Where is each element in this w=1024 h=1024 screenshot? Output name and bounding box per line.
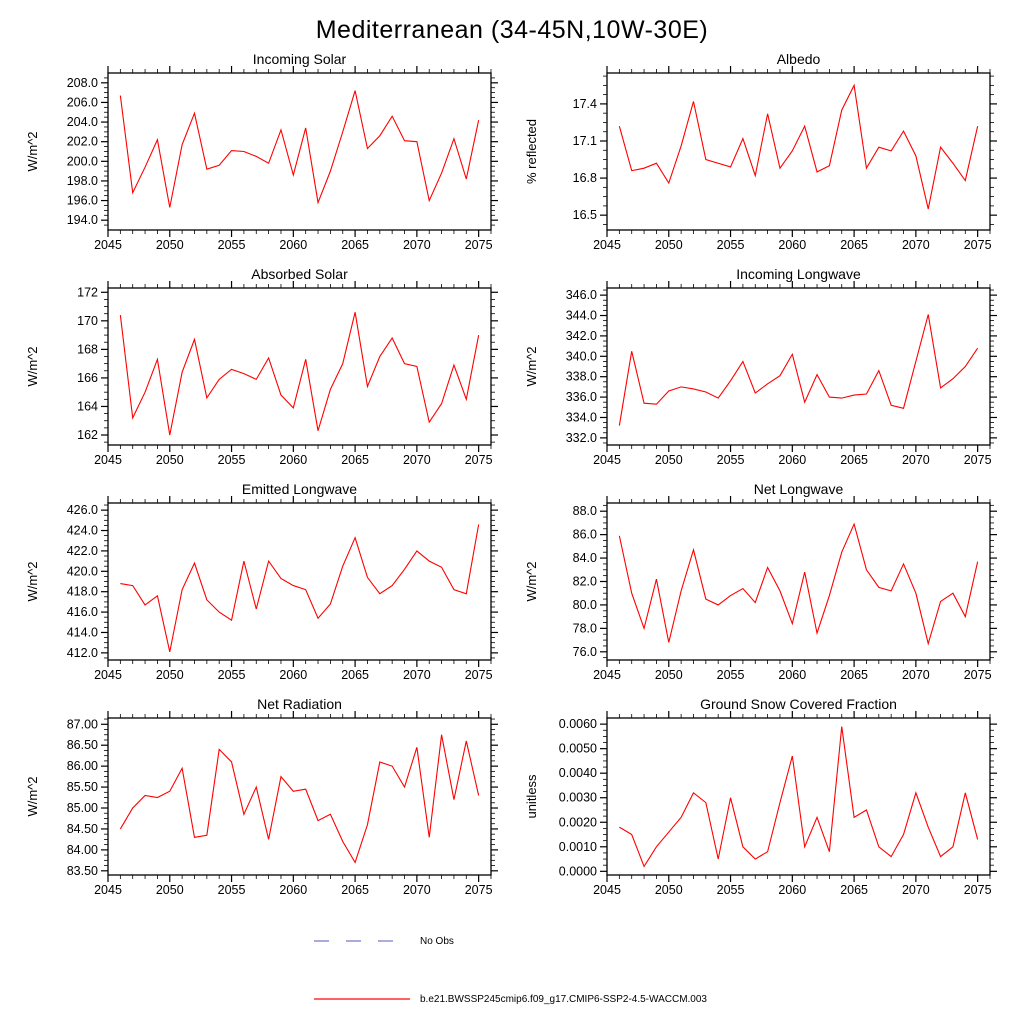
x-tick-label: 2075 bbox=[464, 453, 493, 467]
y-tick-label: 16.5 bbox=[572, 208, 597, 223]
plot-frame bbox=[108, 288, 491, 445]
x-tick-label: 2070 bbox=[402, 883, 431, 897]
y-tick-label: 336.0 bbox=[565, 390, 597, 405]
y-tick-label: 196.0 bbox=[66, 193, 98, 208]
y-tick-label: 83.50 bbox=[66, 863, 98, 878]
x-tick-label: 2065 bbox=[840, 238, 869, 252]
subplot-title: Net Radiation bbox=[257, 696, 342, 712]
y-tick-label: 200.0 bbox=[66, 154, 98, 169]
chart-incoming-longwave bbox=[519, 264, 1004, 479]
x-tick-label: 2050 bbox=[654, 453, 683, 467]
y-tick-label: 202.0 bbox=[66, 134, 98, 149]
x-tick-label: 2055 bbox=[716, 238, 745, 252]
x-tick-label: 2075 bbox=[464, 883, 493, 897]
x-tick-label: 2045 bbox=[94, 453, 122, 467]
y-tick-label: 342.0 bbox=[565, 328, 597, 343]
legend-item-model-run bbox=[312, 993, 1024, 1005]
y-tick-label: 85.00 bbox=[66, 801, 98, 816]
plot-frame bbox=[108, 718, 491, 875]
y-tick-label: 346.0 bbox=[565, 288, 597, 303]
y-tick-label: 420.0 bbox=[66, 564, 98, 579]
x-tick-label: 2070 bbox=[402, 668, 431, 682]
x-tick-label: 2045 bbox=[593, 238, 621, 252]
y-tick-label: 0.0000 bbox=[558, 864, 597, 879]
x-tick-label: 2050 bbox=[155, 238, 184, 252]
y-axis-label: W/m^2 bbox=[25, 131, 40, 172]
x-tick-label: 2065 bbox=[341, 883, 370, 897]
y-axis-label: W/m^2 bbox=[524, 561, 539, 602]
y-tick-label: 17.4 bbox=[572, 96, 597, 111]
y-axis-label: W/m^2 bbox=[25, 776, 40, 817]
x-tick-label: 2050 bbox=[654, 238, 683, 252]
x-tick-label: 2045 bbox=[593, 453, 621, 467]
x-tick-label: 2055 bbox=[716, 453, 745, 467]
chart-grid bbox=[0, 49, 1024, 909]
y-axis-label: % reflected bbox=[524, 118, 539, 185]
x-tick-label: 2045 bbox=[593, 668, 621, 682]
y-tick-label: 78.0 bbox=[572, 621, 597, 636]
x-tick-label: 2050 bbox=[654, 668, 683, 682]
x-tick-label: 2070 bbox=[402, 238, 431, 252]
y-tick-label: 172 bbox=[77, 285, 98, 300]
x-tick-label: 2060 bbox=[279, 668, 308, 682]
y-tick-label: 344.0 bbox=[565, 308, 597, 323]
subplot-title: Net Longwave bbox=[753, 481, 844, 497]
y-tick-label: 86.00 bbox=[66, 759, 98, 774]
y-tick-label: 424.0 bbox=[66, 523, 98, 538]
y-axis-label: W/m^2 bbox=[524, 346, 539, 387]
y-tick-label: 208.0 bbox=[66, 75, 98, 90]
x-tick-label: 2060 bbox=[279, 453, 308, 467]
y-tick-label: 0.0010 bbox=[558, 839, 597, 854]
series-line bbox=[120, 735, 478, 863]
x-tick-label: 2070 bbox=[901, 453, 930, 467]
y-tick-label: 17.1 bbox=[572, 133, 597, 148]
y-tick-label: 0.0030 bbox=[558, 790, 597, 805]
x-tick-label: 2075 bbox=[963, 453, 992, 467]
y-tick-label: 87.00 bbox=[66, 717, 98, 732]
legend-label-model-run: b.e21.BWSSP245cmip6.f09_g17.CMIP6-SSP2-4.5-WACCM.003 bbox=[420, 993, 707, 1005]
y-tick-label: 168 bbox=[77, 342, 98, 357]
plot-frame bbox=[607, 503, 990, 660]
subplot-title: Albedo bbox=[776, 51, 821, 67]
chart-net-radiation bbox=[20, 694, 505, 909]
x-tick-label: 2055 bbox=[716, 883, 745, 897]
series-line bbox=[120, 91, 478, 208]
y-tick-label: 16.8 bbox=[572, 171, 597, 186]
x-tick-label: 2070 bbox=[901, 883, 930, 897]
x-tick-label: 2060 bbox=[279, 883, 308, 897]
y-tick-label: 76.0 bbox=[572, 644, 597, 659]
y-tick-label: 198.0 bbox=[66, 173, 98, 188]
x-tick-label: 2050 bbox=[155, 453, 184, 467]
chart-emitted-longwave bbox=[20, 479, 505, 694]
x-tick-label: 2060 bbox=[778, 883, 807, 897]
series-line bbox=[120, 312, 478, 435]
y-tick-label: 80.0 bbox=[572, 597, 597, 612]
x-tick-label: 2055 bbox=[716, 668, 745, 682]
y-tick-label: 418.0 bbox=[66, 584, 98, 599]
y-tick-label: 204.0 bbox=[66, 115, 98, 130]
chart-albedo bbox=[519, 49, 1004, 264]
subplot-title: Incoming Longwave bbox=[736, 266, 861, 282]
y-tick-label: 426.0 bbox=[66, 503, 98, 518]
y-tick-label: 206.0 bbox=[66, 95, 98, 110]
y-tick-label: 414.0 bbox=[66, 625, 98, 640]
x-tick-label: 2060 bbox=[279, 238, 308, 252]
legend-item-no-obs bbox=[312, 935, 1024, 947]
y-tick-label: 86.50 bbox=[66, 738, 98, 753]
x-tick-label: 2050 bbox=[155, 883, 184, 897]
y-tick-label: 338.0 bbox=[565, 369, 597, 384]
x-tick-label: 2065 bbox=[341, 668, 370, 682]
chart-net-longwave bbox=[519, 479, 1004, 694]
series-line bbox=[619, 524, 977, 644]
series-line bbox=[619, 315, 977, 426]
x-tick-label: 2055 bbox=[217, 238, 246, 252]
y-tick-label: 162 bbox=[77, 428, 98, 443]
x-tick-label: 2070 bbox=[901, 238, 930, 252]
plot-frame bbox=[607, 288, 990, 445]
y-tick-label: 412.0 bbox=[66, 645, 98, 660]
y-tick-label: 416.0 bbox=[66, 605, 98, 620]
series-line bbox=[619, 85, 977, 209]
legend-label-no-obs: No Obs bbox=[420, 935, 454, 947]
x-tick-label: 2050 bbox=[654, 883, 683, 897]
x-tick-label: 2065 bbox=[840, 883, 869, 897]
y-tick-label: 170 bbox=[77, 313, 98, 328]
subplot-title: Emitted Longwave bbox=[241, 481, 358, 497]
x-tick-label: 2065 bbox=[840, 453, 869, 467]
subplot-title: Incoming Solar bbox=[252, 51, 347, 67]
y-tick-label: 194.0 bbox=[66, 213, 98, 228]
x-tick-label: 2055 bbox=[217, 883, 246, 897]
y-tick-label: 0.0040 bbox=[558, 766, 597, 781]
chart-ground-snow-covered-fraction bbox=[519, 694, 1004, 909]
x-tick-label: 2060 bbox=[778, 453, 807, 467]
x-tick-label: 2070 bbox=[402, 453, 431, 467]
y-tick-label: 0.0050 bbox=[558, 741, 597, 756]
x-tick-label: 2075 bbox=[963, 238, 992, 252]
x-tick-label: 2065 bbox=[341, 238, 370, 252]
x-tick-label: 2075 bbox=[464, 668, 493, 682]
plot-frame bbox=[607, 73, 990, 230]
chart-incoming-solar bbox=[20, 49, 505, 264]
x-tick-label: 2060 bbox=[778, 238, 807, 252]
plot-frame bbox=[607, 718, 990, 875]
x-tick-label: 2065 bbox=[840, 668, 869, 682]
page-title: Mediterranean (34-45N,10W-30E) bbox=[315, 16, 709, 44]
subplot-title: Ground Snow Covered Fraction bbox=[700, 696, 897, 712]
y-tick-label: 332.0 bbox=[565, 430, 597, 445]
x-tick-label: 2070 bbox=[901, 668, 930, 682]
y-tick-label: 422.0 bbox=[66, 543, 98, 558]
y-tick-label: 86.0 bbox=[572, 527, 597, 542]
series-line bbox=[619, 727, 977, 867]
series-line bbox=[120, 524, 478, 651]
y-tick-label: 84.50 bbox=[66, 821, 98, 836]
legend bbox=[312, 935, 1024, 1005]
y-tick-label: 340.0 bbox=[565, 349, 597, 364]
y-tick-label: 0.0020 bbox=[558, 815, 597, 830]
chart-absorbed-solar bbox=[20, 264, 505, 479]
x-tick-label: 2075 bbox=[464, 238, 493, 252]
x-tick-label: 2055 bbox=[217, 668, 246, 682]
model-line-sample bbox=[312, 994, 412, 1004]
y-tick-label: 84.00 bbox=[66, 842, 98, 857]
x-tick-label: 2050 bbox=[155, 668, 184, 682]
y-tick-label: 164 bbox=[77, 399, 98, 414]
x-tick-label: 2075 bbox=[963, 668, 992, 682]
y-tick-label: 82.0 bbox=[572, 574, 597, 589]
x-tick-label: 2055 bbox=[217, 453, 246, 467]
y-tick-label: 88.0 bbox=[572, 504, 597, 519]
y-tick-label: 85.50 bbox=[66, 780, 98, 795]
y-tick-label: 334.0 bbox=[565, 410, 597, 425]
y-tick-label: 84.0 bbox=[572, 551, 597, 566]
x-tick-label: 2045 bbox=[94, 883, 122, 897]
y-tick-label: 0.0060 bbox=[558, 717, 597, 732]
x-tick-label: 2045 bbox=[94, 238, 122, 252]
x-tick-label: 2045 bbox=[593, 883, 621, 897]
x-tick-label: 2060 bbox=[778, 668, 807, 682]
y-axis-label: W/m^2 bbox=[25, 346, 40, 387]
x-tick-label: 2065 bbox=[341, 453, 370, 467]
y-axis-label: W/m^2 bbox=[25, 561, 40, 602]
x-tick-label: 2075 bbox=[963, 883, 992, 897]
x-tick-label: 2045 bbox=[94, 668, 122, 682]
y-tick-label: 166 bbox=[77, 370, 98, 385]
y-axis-label: unitless bbox=[524, 774, 539, 819]
no-obs-line-sample bbox=[312, 936, 412, 946]
plot-frame bbox=[108, 503, 491, 660]
subplot-title: Absorbed Solar bbox=[251, 266, 348, 282]
